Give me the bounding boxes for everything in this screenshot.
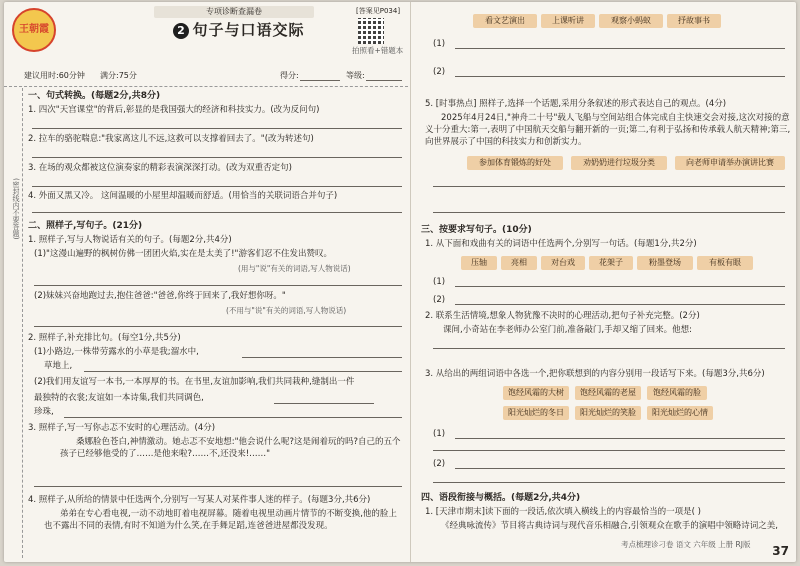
answer-line[interactable]: [455, 286, 785, 287]
phrase-chip: 阳光灿烂的冬日: [503, 406, 569, 420]
q2-3: 3. 照样子,写一写你忐忑不安时的心理活动。(4分): [28, 423, 216, 433]
q1-4: 4. 外面又黑又冷。 这间温暖的小屋里却温暖而舒适。(用恰当的关联词语合并句子): [28, 191, 338, 201]
q2-2b2: 最独特的衣裳;友谊如一本诗集,我们共同调色,: [34, 393, 204, 403]
level-label: 等级:: [346, 71, 365, 80]
q2-2a2: 草地上,: [44, 361, 73, 371]
q4-1-text: 《经典咏流传》节目将古典诗词与现代音乐相融合,引领观众在歌手的演唱中领略诗词之美,: [441, 521, 778, 531]
page-title: 2 句子与口语交际: [154, 20, 324, 40]
q1-1: 1. 四次"天宫课堂"的背后,彰显的是我国强大的经济和科技实力。(改为反问句): [28, 105, 320, 115]
q2-2: 2. 照样子,补充排比句。(每空1分,共5分): [28, 333, 181, 343]
brand-logo: 王朝霞: [12, 8, 56, 52]
answer-line[interactable]: [455, 468, 785, 469]
word-chip: 粉墨登场: [637, 256, 693, 270]
topic-chip: 看文艺演出: [473, 14, 537, 28]
phrase-chip: 饱经风霜的脸: [647, 386, 707, 400]
q4-1: 1. [天津市期末]读下面的一段话,依次填入横线上的内容最恰当的一项是( ): [425, 507, 701, 517]
q1-2: 2. 拉车的骆驼喘息:"我家离这儿不远,这救可以支撑着回去了。"(改为转述句): [28, 134, 314, 144]
q3-2-text: 课间,小奇站在李老师办公室门前,准备敲门,手却又缩了回来。他想:: [443, 325, 692, 335]
topic-chip: 参加体育锻炼的好处: [467, 156, 563, 170]
word-chip: 亮相: [501, 256, 537, 270]
full-score: 满分:75分: [100, 71, 137, 80]
q2-1a-req: (用与"说"有关的词语,写人物说话): [238, 264, 351, 273]
answer-line[interactable]: [455, 76, 785, 77]
q2-2b3: 珍珠,: [34, 407, 54, 417]
answer-line[interactable]: [34, 326, 402, 327]
q1-3: 3. 在场的观众都被这位演奏家的精彩表演深深打动。(改为双重否定句): [28, 163, 292, 173]
q5: 5. [时事热点] 照样子,选择一个话题,采用分条叙述的形式表达自己的观点。(4分): [425, 99, 727, 109]
answer-line[interactable]: [455, 48, 785, 49]
section-3-title: 三、按要求写句子。(10分): [421, 225, 532, 235]
page-number: 37: [772, 544, 789, 558]
phrase-chip: 阳光灿烂的笑脸: [575, 406, 641, 420]
q3-2: 2. 联系生活情境,想象人物犹豫不决时的心理活动,把句子补充完整。(2分): [425, 311, 700, 321]
q5-text: 2025年4月24日,"神舟二十号"载人飞船与空间站组合体完成自主快速交会对接,这次对接的意义十分重大:第一,表明了中国航天交船与翻开新的一页;第二,有利于弘扬和传承载人航天精神;第三,向世界展示了中国的科技实力和创新实力。: [425, 113, 791, 147]
word-chip: 压轴: [461, 256, 497, 270]
footer-book: 考点梳理诊刁卷 语文 六年级 上册 RJ版: [621, 540, 751, 549]
q2-1a: (1)"这漫山遍野的枫树仿佛一团团火焰,实在是太美了!"游客们忍不住发出赞叹。: [34, 249, 332, 259]
item-number: (1): [433, 277, 446, 287]
topic-chip: 抒故事书: [667, 14, 721, 28]
answer-ref: [答案见P034]: [356, 7, 401, 15]
q2-2b: (2)我们用友谊写一本书,一本厚厚的书。在书里,友谊加影响,我们共同栽种,缝制出一件: [34, 377, 355, 387]
left-column: [4, 2, 410, 562]
seal-line-note: (密封线内不要答题): [12, 178, 20, 240]
item-number: (2): [433, 295, 446, 305]
answer-line[interactable]: [32, 186, 402, 187]
topic-chip: 上课听讲: [541, 14, 595, 28]
q2-1: 1. 照样子,写与人物说话有关的句子。(每题2分,共4分): [28, 235, 232, 245]
answer-line[interactable]: [34, 285, 402, 286]
q3-3: 3. 从给出的两组词语中各选一个,把你联想到的内容分别用一段话写下来。(每题3分,共6分): [425, 369, 765, 379]
item-number: (1): [433, 429, 446, 439]
q2-4-text: 弟弟在专心看电视,一动不动地盯着电视屏幕。随着电视里动画片情节的不断变换,他的脸上也不露出不同的表情,有时不知道为什么笑,在手舞足蹈,连爸爸进屋都没发现。: [44, 509, 397, 531]
answer-line[interactable]: [433, 348, 785, 349]
answer-line[interactable]: [64, 417, 402, 418]
q2-2a: (1)小路边,一株带劳露水的小草是我;溜水中,: [34, 347, 199, 357]
phrase-chip: 饱经风霜的大树: [503, 386, 569, 400]
answer-line[interactable]: [32, 128, 402, 129]
answer-line[interactable]: [32, 157, 402, 158]
score-blank[interactable]: [300, 80, 340, 81]
qr-caption: 拍照看+错题本: [352, 46, 404, 55]
answer-line[interactable]: [84, 371, 402, 372]
answer-line[interactable]: [32, 212, 402, 213]
item-number: (2): [433, 459, 446, 469]
answer-line[interactable]: [274, 403, 374, 404]
answer-line[interactable]: [455, 304, 785, 305]
section-2-title: 二、照样子,写句子。(21分): [28, 221, 143, 231]
word-chip: 有板有眼: [697, 256, 753, 270]
q2-3-text: 桑娜脸色苍白,神情激动。她忐忑不安地想:"他会说什么呢?这是闹着玩的吗?自己的五个孩子已经够他受的了……是他来啦?……不,还没来!……": [60, 437, 401, 459]
answer-line[interactable]: [242, 357, 402, 358]
item-number: (2): [433, 67, 446, 77]
answer-line[interactable]: [433, 450, 785, 451]
section-1-title: 一、句式转换。(每题2分,共8分): [28, 91, 161, 101]
answer-line[interactable]: [455, 438, 785, 439]
q3-1: 1. 从下面和戏曲有关的词语中任选两个,分别写一句话。(每题1分,共2分): [425, 239, 697, 249]
topic-chip: 劝奶奶进行垃圾分类: [571, 156, 667, 170]
worksheet-page: [4, 2, 796, 562]
section-4-title: 四、语段衔接与概括。(每题2分,共4分): [421, 493, 581, 503]
suggested-time: 建议用时:60分钟: [24, 71, 85, 80]
phrase-chip: 饱经风霜的老屋: [575, 386, 641, 400]
answer-line[interactable]: [433, 212, 785, 213]
banner: 专项诊断查漏卷: [154, 6, 314, 18]
level-blank[interactable]: [366, 80, 402, 81]
answer-line[interactable]: [34, 486, 402, 487]
q2-1b-req: (不用与"说"有关的词语,写人物说话): [226, 306, 347, 315]
topic-chip: 观察小蚂蚁: [599, 14, 663, 28]
q2-4: 4. 照样子,从所给的情景中任选两个,分别写一写某人对某件事人迷的样子。(每题3分,共6分): [28, 495, 371, 505]
phrase-chip: 阳光灿烂的心情: [647, 406, 713, 420]
topic-chip: 向老师申请举办演讲比赛: [675, 156, 785, 170]
answer-line[interactable]: [433, 186, 785, 187]
word-chip: 花架子: [589, 256, 633, 270]
score-label: 得分:: [280, 71, 299, 80]
answer-line[interactable]: [433, 482, 785, 483]
word-chip: 对台戏: [541, 256, 585, 270]
q2-1b: (2)妹妹兴奋地跑过去,抱住爸爸:"爸爸,你终于回来了,我好想你呀。": [34, 291, 286, 301]
item-number: (1): [433, 39, 446, 49]
right-column: [410, 2, 797, 562]
